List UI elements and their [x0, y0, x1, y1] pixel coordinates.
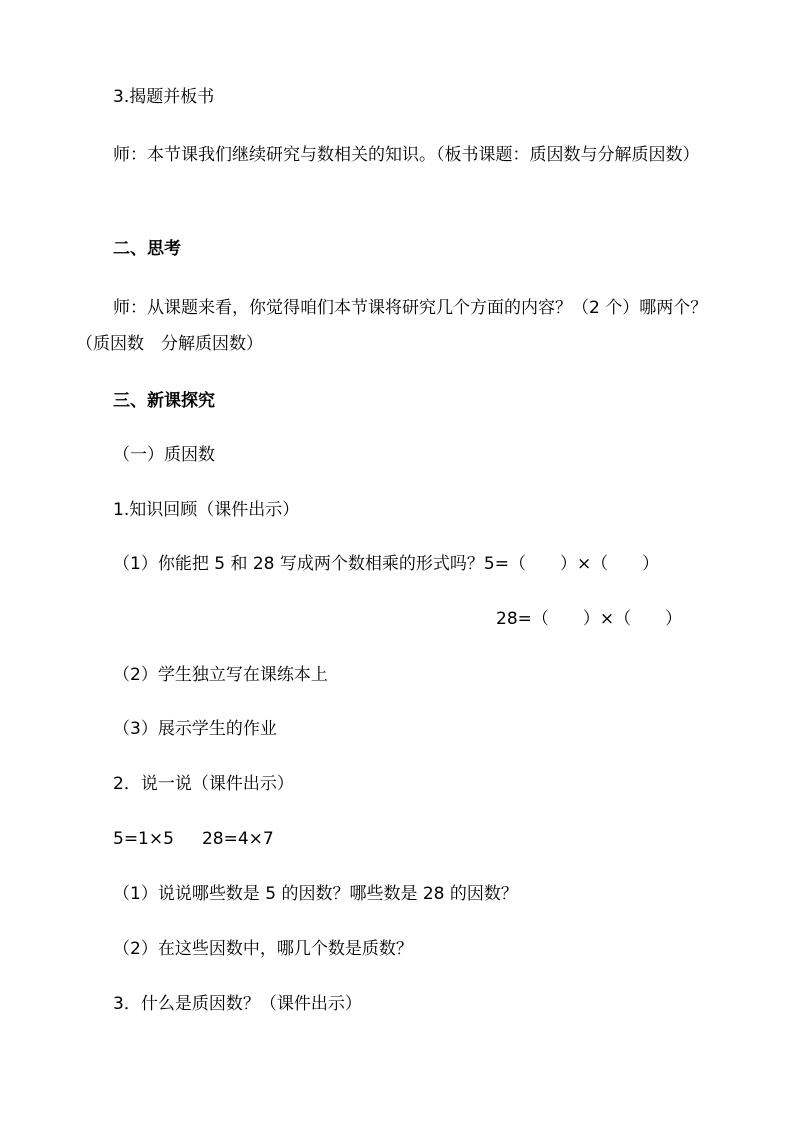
question-3: （3）展示学生的作业: [113, 719, 277, 739]
item-3-heading: 3．什么是质因数？（课件出示）: [113, 994, 362, 1014]
teacher-paragraph-1: 师：本节课我们继续研究与数相关的知识。（板书课题：质因数与分解质因数）: [113, 145, 700, 165]
question-primes: （2）在这些因数中，哪几个数是质数？: [113, 939, 413, 959]
item-1-heading: 1.知识回顾（课件出示）: [113, 500, 300, 520]
item-2-heading: 2．说一说（课件出示）: [113, 774, 294, 794]
teacher-paragraph-2: 师：从课题来看，你觉得咱们本节课将研究几个方面的内容？（2 个）哪两个？（质因数 分解质因数）: [76, 298, 708, 354]
factor-equations: [113, 828, 274, 850]
step-3-heading: 3.揭题并板书: [113, 87, 215, 107]
section-2-heading: 二、思考: [113, 239, 181, 259]
equation-5: 5=1×5: [113, 829, 174, 849]
subsection-1-heading: （一）质因数: [113, 445, 215, 465]
question-1: （1）你能把 5 和 28 写成两个数相乘的形式吗？5=（ ）×（ ）: [113, 554, 660, 574]
question-2: （2）学生独立写在课练本上: [113, 665, 328, 685]
section-3-heading: 三、新课探究: [113, 391, 215, 411]
question-factors: （1）说说哪些数是 5 的因数？哪些数是 28 的因数？: [113, 884, 518, 904]
equation-28: 28=（ ）×（ ）: [496, 609, 683, 629]
equation-28-factors: 28=4×7: [201, 829, 274, 849]
